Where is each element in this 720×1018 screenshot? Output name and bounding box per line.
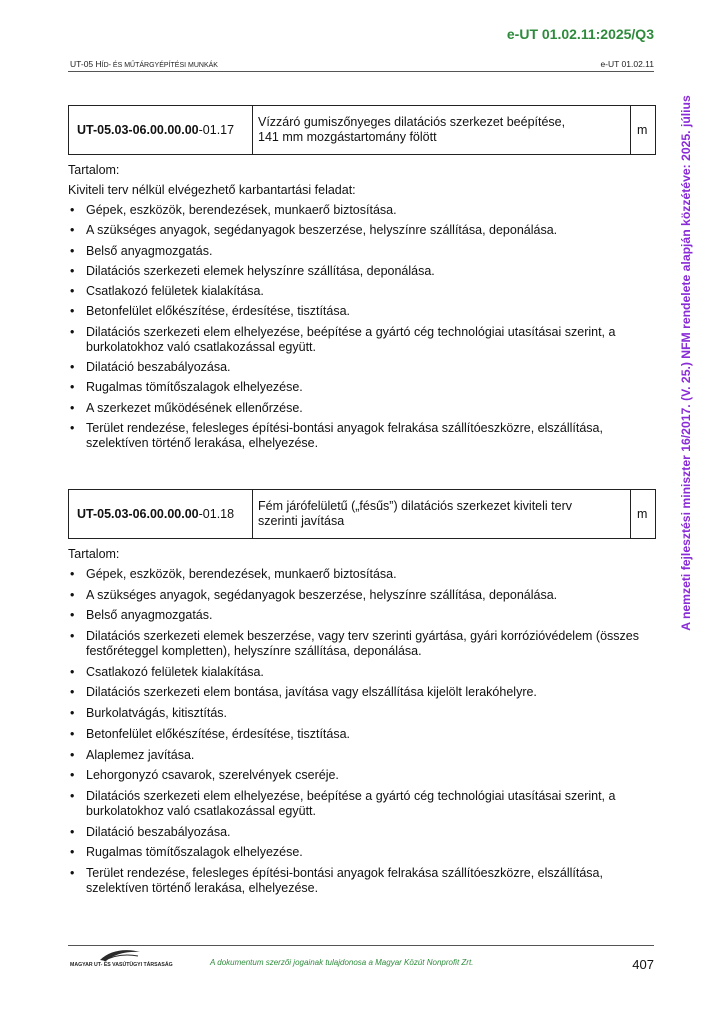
list-item: • Dilatációs szerkezeti elemek helyszínre szállítása, deponálása. [68, 264, 654, 279]
list-item: • Dilatációs szerkezeti elem bontása, javítása vagy elszállítása kijelölt lerakóhelyre. [68, 685, 654, 700]
item-table-2 [68, 489, 656, 539]
list-item: • Terület rendezése, felesleges építési-bontási anyagok felrakása szállítóeszközre, elszállítása, szelektíven történő lerakása, elhelyezése. [68, 866, 654, 896]
side-publication-note [674, 95, 698, 631]
item-code-main: UT-05.03-06.00.00.00 [77, 507, 199, 521]
list-item: • Csatlakozó felületek kialakítása. [68, 284, 654, 299]
list-item: • A szükséges anyagok, segédanyagok beszerzése, helyszínre szállítása, deponálása. [68, 223, 654, 238]
item-table-1 [68, 105, 656, 155]
list-item: • Betonfelület előkészítése, érdesítése, tisztítása. [68, 727, 654, 742]
item-code [69, 490, 253, 538]
content-list [68, 567, 654, 896]
list-item: • Belső anyagmozgatás. [68, 608, 654, 623]
header-chapter-title [70, 59, 218, 69]
content-heading: Tartalom: [68, 547, 120, 561]
content-heading: Tartalom: [68, 163, 120, 177]
list-item: • Belső anyagmozgatás. [68, 244, 654, 259]
society-logo [70, 948, 173, 972]
page-number: 407 [632, 957, 654, 972]
list-item: • Gépek, eszközök, berendezések, munkaerő biztosítása. [68, 203, 654, 218]
list-item: • Burkolatvágás, kitisztítás. [68, 706, 654, 721]
list-item: • Betonfelület előkészítése, érdesítése, tisztítása. [68, 304, 654, 319]
item-description-line: Fém járófelületű („fésűs”) dilatációs szerkezet kiviteli terv [258, 499, 572, 513]
item-description-line: szerinti javítása [258, 514, 345, 528]
list-item: • Lehorgonyzó csavarok, szerelvények cseréje. [68, 768, 654, 783]
list-item: • Gépek, eszközök, berendezések, munkaerő biztosítása. [68, 567, 654, 582]
logo-text: MAGYAR UT- ÉS VASÚTÜGYI TÁRSASÁG [70, 962, 173, 968]
list-item: • Dilatációs szerkezeti elem elhelyezése, beépítése a gyártó cég technológiai utasításai szerint, a burkolatokhoz való csatlakozással együtt. [68, 789, 654, 819]
list-item: • Alaplemez javítása. [68, 748, 654, 763]
footer-divider [68, 945, 654, 946]
logo-swoosh-icon [98, 948, 142, 962]
copyright-notice: A dokumentum szerzői jogainak tulajdonosa a Magyar Közút Nonprofit Zrt. [210, 958, 474, 967]
list-item: • Terület rendezése, felesleges építési-bontási anyagok felrakása szállítóeszközre, elszállítása, szelektíven történő lerakása, elhelyezése. [68, 421, 654, 451]
document-code: e-UT 01.02.11:2025/Q3 [506, 26, 654, 42]
item-unit: m [637, 123, 648, 137]
side-note-text: A nemzeti fejlesztési miniszter 16/2017. (V. 25.) NFM rendelete alapján közzétéve: 2025. július [679, 95, 693, 631]
list-item: • Rugalmas tömítőszalagok elhelyezése. [68, 380, 654, 395]
item-code-main: UT-05.03-06.00.00.00 [77, 123, 199, 137]
content-section-1 [68, 163, 654, 456]
content-intro: Kiviteli terv nélkül elvégezhető karbantartási feladat: [68, 183, 356, 197]
content-section-2 [68, 547, 654, 902]
list-item: • Dilatáció beszabályozása. [68, 360, 654, 375]
list-item: • Dilatációs szerkezeti elemek beszerzése, vagy terv szerinti gyártása, gyári korrózióvédelem (összes festőréteggel kompletten), helyszínre szállítása, deponálása. [68, 629, 654, 659]
item-code-suffix: -01.17 [198, 123, 235, 137]
item-description [253, 490, 631, 538]
item-code-suffix: -01.18 [198, 507, 235, 521]
list-item: • Dilatáció beszabályozása. [68, 825, 654, 840]
header-divider [68, 71, 654, 72]
header-chapter-small: ÍD- ÉS MŰTÁRGYÉPÍTÉSI MUNKÁK [101, 62, 218, 69]
item-unit: m [637, 507, 648, 521]
header-chapter-prefix: UT-05 H [70, 59, 102, 69]
list-item: • Rugalmas tömítőszalagok elhelyezése. [68, 845, 654, 860]
list-item: • Dilatációs szerkezeti elem elhelyezése, beépítése a gyártó cég technológiai utasításai szerint, a burkolatokhoz való csatlakozással együtt. [68, 325, 654, 355]
list-item: • A szükséges anyagok, segédanyagok beszerzése, helyszínre szállítása, deponálása. [68, 588, 654, 603]
item-description-line: Vízzáró gumiszőnyeges dilatációs szerkezet beépítése, [258, 115, 566, 129]
item-description-line: 141 mm mozgástartomány fölött [258, 130, 437, 144]
content-list [68, 203, 654, 451]
item-code [69, 106, 253, 154]
list-item: • A szerkezet működésének ellenőrzése. [68, 401, 654, 416]
list-item: • Csatlakozó felületek kialakítása. [68, 665, 654, 680]
item-description [253, 106, 631, 154]
header-doc-ref: e-UT 01.02.11 [600, 59, 654, 69]
